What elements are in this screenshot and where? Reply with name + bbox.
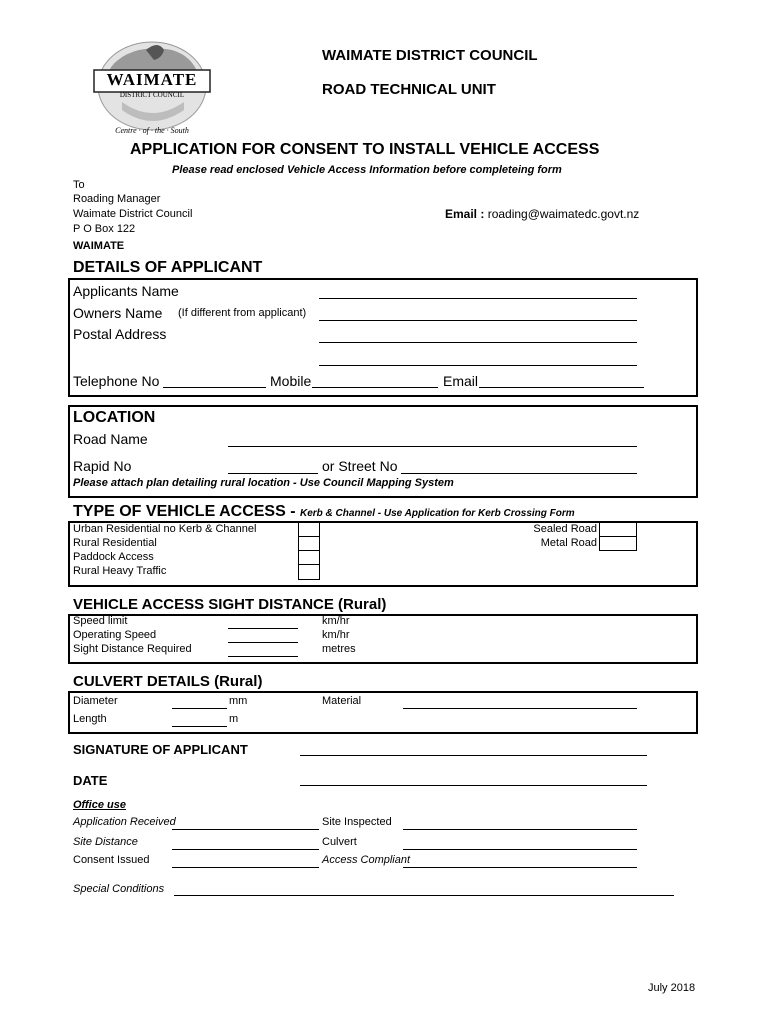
owners-name-input[interactable] [319,306,637,320]
applicant-email-input[interactable] [479,373,644,387]
special-conditions-line [174,895,674,896]
length-line [172,726,227,727]
option-urban-residential: Urban Residential no Kerb & Channel [73,523,257,535]
site-distance-input[interactable] [172,835,319,849]
vehicle-type-heading: TYPE OF VEHICLE ACCESS - [73,503,296,520]
access-compliant-line [403,867,637,868]
special-conditions-input[interactable] [174,881,674,895]
telephone-line [163,387,266,388]
email-label: Email : [445,207,485,221]
council-logo [88,40,216,140]
instruction-text: Please read enclosed Vehicle Access Information before completeing form [172,164,562,176]
office-use-heading: Office use [73,799,126,811]
logo-graphic [88,40,216,140]
option-rural-heavy-traffic: Rural Heavy Traffic [73,565,167,577]
checkbox-urban-residential[interactable] [298,522,320,537]
culvert-office-line [403,849,637,850]
street-no-label: or Street No [322,458,398,474]
location-note: Please attach plan detailing rural location - Use Council Mapping System [73,477,454,489]
unit-name: ROAD TECHNICAL UNIT [322,81,496,98]
diameter-label: Diameter [73,695,118,707]
address-to: To [73,179,85,191]
owners-name-note: (If different from applicant) [178,307,307,319]
sight-distance-unit: metres [322,643,356,655]
applicants-name-line [319,298,637,299]
road-name-line [228,446,637,447]
option-rural-residential: Rural Residential [73,537,157,549]
street-no-line [401,473,637,474]
road-name-input[interactable] [228,432,637,446]
org-name: WAIMATE DISTRICT COUNCIL [322,47,538,64]
address-line4: WAIMATE [73,240,125,252]
checkbox-paddock-access[interactable] [298,550,320,565]
mobile-label: Mobile [270,373,312,389]
rapid-no-line [228,473,318,474]
application-received-line [172,829,319,830]
sight-distance-section [68,614,698,664]
address-line3: P O Box 122 [73,223,136,235]
material-label: Material [322,695,362,707]
option-metal-road: Metal Road [540,537,597,549]
site-distance-line [172,849,319,850]
speed-limit-label: Speed limit [73,615,128,627]
application-received-input[interactable] [172,816,319,830]
option-paddock-access: Paddock Access [73,551,154,563]
applicants-name-input[interactable] [319,284,637,298]
access-compliant-input[interactable] [403,854,637,868]
site-inspected-label: Site Inspected [322,816,392,828]
logo-subtitle: DISTRICT COUNCIL [119,91,185,99]
applicant-email-label: Email [443,373,479,389]
mobile-input[interactable] [312,373,438,387]
footer-date: July 2018 [648,982,696,994]
operating-speed-label: Operating Speed [73,629,157,641]
consent-issued-line [172,867,319,868]
postal-address-input-2[interactable] [319,351,637,365]
diameter-input[interactable] [172,694,227,708]
culvert-office-input[interactable] [403,835,637,849]
address-line1: Roading Manager [73,193,161,205]
material-input[interactable] [403,694,637,708]
logo-name: WAIMATE [106,70,198,89]
length-unit: m [229,713,239,725]
date-label: DATE [73,773,108,788]
signature-line [300,755,647,756]
site-inspected-input[interactable] [403,816,637,830]
length-label: Length [73,713,107,725]
site-inspected-line [403,829,637,830]
owners-name-label: Owners Name [73,305,163,321]
culvert-office-label: Culvert [322,836,357,848]
address-line2: Waimate District Council [73,208,193,220]
special-conditions-label: Special Conditions [73,883,165,895]
telephone-input[interactable] [163,373,266,387]
diameter-unit: mm [229,695,248,707]
rapid-no-input[interactable] [228,459,318,473]
postal-address-line-1 [319,342,637,343]
sight-distance-line [228,656,298,657]
date-line [300,785,647,786]
council-email [445,207,639,221]
vehicle-type-subnote: Kerb & Channel - Use Application for Kerb Crossing Form [300,508,575,519]
option-sealed-road: Sealed Road [533,523,597,535]
form-title: APPLICATION FOR CONSENT TO INSTALL VEHICLE ACCESS [130,141,600,158]
site-distance-label: Site Distance [73,836,138,848]
logo-motto: Centre · of · the · South [115,126,189,135]
applicants-name-label: Applicants Name [73,283,179,299]
checkbox-sealed-road[interactable] [599,522,637,537]
location-heading: LOCATION [73,409,156,426]
applicant-heading: DETAILS OF APPLICANT [73,259,263,276]
sight-distance-input[interactable] [228,643,298,657]
consent-issued-input[interactable] [172,854,319,868]
signature-input[interactable] [300,741,647,755]
applicant-email-line [479,387,644,388]
consent-issued-label: Consent Issued [73,854,150,866]
culvert-heading: CULVERT DETAILS (Rural) [73,673,263,690]
postal-address-line-2 [319,365,637,366]
telephone-label: Telephone No [73,373,160,389]
checkbox-rural-heavy-traffic[interactable] [298,564,320,580]
diameter-line [172,708,227,709]
road-name-label: Road Name [73,431,148,447]
length-input[interactable] [172,712,227,726]
sight-distance-heading: VEHICLE ACCESS SIGHT DISTANCE (Rural) [73,596,387,613]
speed-limit-input[interactable] [228,615,298,629]
sight-distance-label: Sight Distance Required [73,643,192,655]
operating-speed-unit: km/hr [322,629,350,641]
signature-label: SIGNATURE OF APPLICANT [73,742,248,757]
rapid-no-label: Rapid No [73,458,132,474]
speed-limit-unit: km/hr [322,615,350,627]
postal-address-label: Postal Address [73,326,167,342]
material-line [403,708,637,709]
owners-name-line [319,320,637,321]
checkbox-rural-residential[interactable] [298,536,320,551]
street-no-input[interactable] [401,459,637,473]
access-compliant-label: Access Compliant [322,854,411,866]
postal-address-input-1[interactable] [319,328,637,342]
operating-speed-input[interactable] [228,629,298,643]
mobile-line [312,387,438,388]
application-received-label: Application Received [73,816,176,828]
checkbox-metal-road[interactable] [599,536,637,551]
vehicle-type-heading-row [73,503,575,521]
email-value: roading@waimatedc.govt.nz [487,207,640,221]
date-input[interactable] [300,771,647,785]
